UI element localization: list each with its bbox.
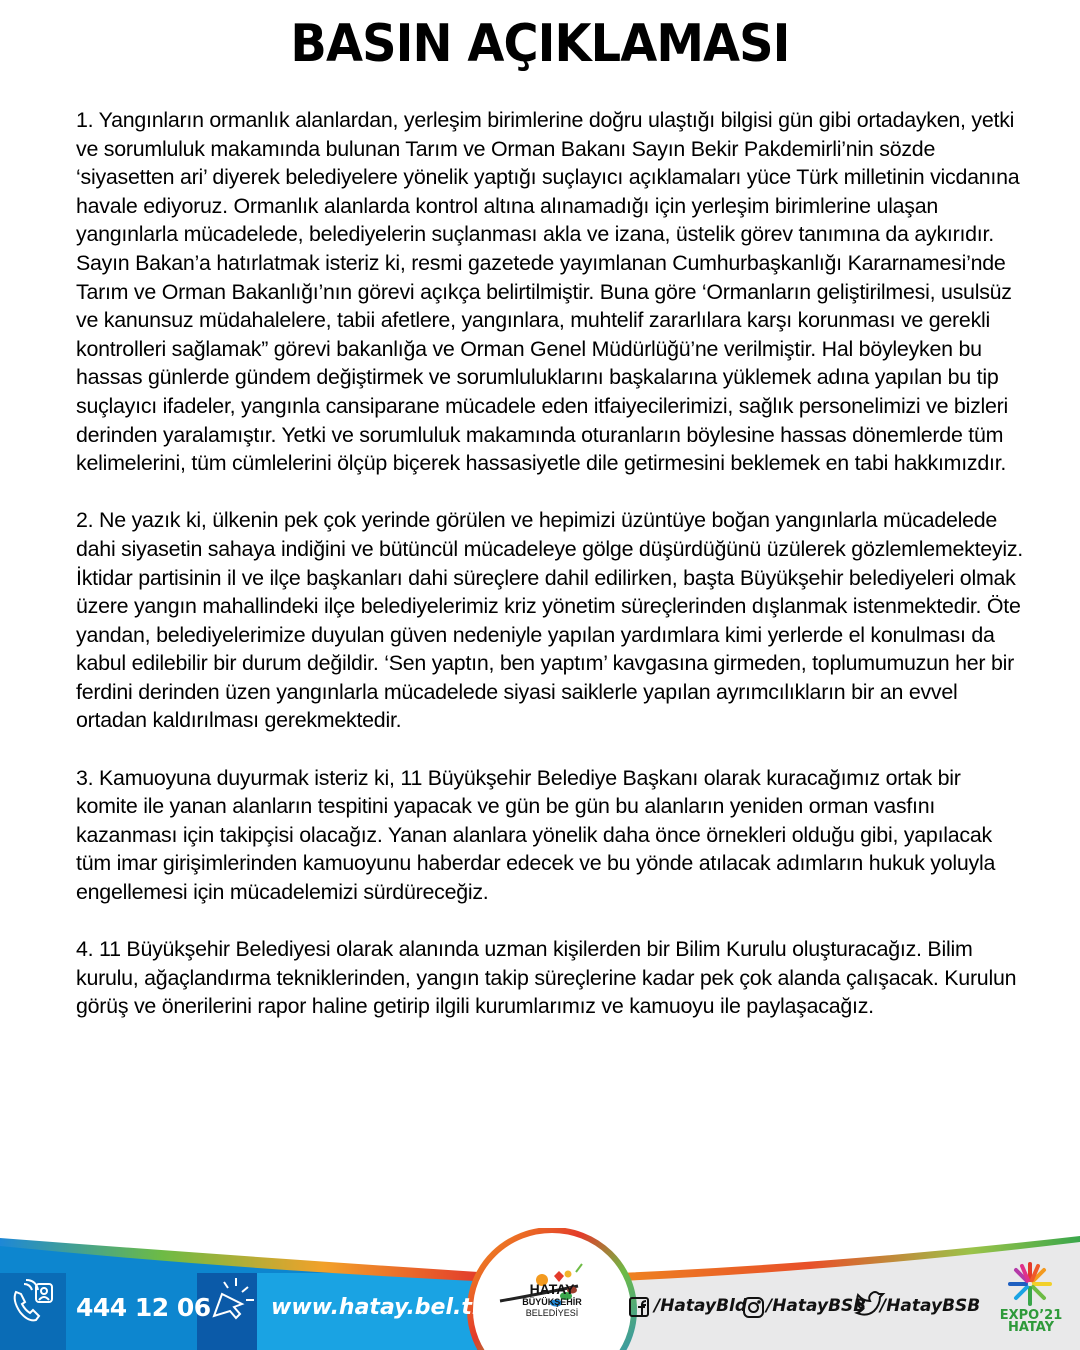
twitter-handle[interactable]: /HatayBSB xyxy=(880,1296,981,1316)
facebook-handle[interactable]: /HatayBld xyxy=(654,1296,748,1316)
instagram-handle[interactable]: /HatayBSB xyxy=(766,1296,867,1316)
expo-label: EXPO’21 xyxy=(999,1308,1063,1323)
logo-subtitle: BÜYÜKŞEHİR xyxy=(522,1297,582,1307)
paragraph-2: 2. Ne yazık ki, ülkenin pek çok yerinde görülen ve hepimizi üzüntüye boğan yangınlarla mücadelede dahi siyasetin sahaya indiğini ve bütüncül mücadeleye gölge düşürdüğünü üzülerek gözlemlemekteyiz. İktidar partisinin il ve ilçe başkanları dahi süreçlere dahil edilirken, başta Büyükşehir belediyeleri olmak üzere yangın mahallindeki ilçe belediyelerimiz kriz yönetim süreçlerinden dışlanmak istenmektedir. Öte yandan, belediyelerimize duyulan güven nedeniyle yapılan yardımlara kimi yerlerde el konulması da kabul edilebilir bir durum değildir. ‘Sen yaptın, ben yaptım’ kavgasına girmeden, toplumumuzun her bir ferdini derinden üzen yangınlarla mücadelede siyasi saiklerle yapılan ayrımcılıkların bir an evvel ortadan kaldırılması gerekmektedir. xyxy=(76,508,1023,733)
website-link[interactable]: www.hatay.bel.tr xyxy=(271,1295,483,1320)
logo-title: HATAY xyxy=(529,1281,575,1297)
logo-subtitle-2: BELEDİYESİ xyxy=(525,1308,579,1318)
page-title: BASIN AÇIKLAMASI xyxy=(290,14,790,74)
paragraph-4: 4. 11 Büyükşehir Belediyesi olarak alanında uzman kişilerden bir Bilim Kurulu oluşturacağız. Bilim kurulu, ağaçlandırma tekniklerinden, yangın takip süreçlerine kadar pek çok alanda çalışacak. Kurulun görüş ve önerilerini rapor haline getirip ilgili kurumlarımız ve kamuoyu ile paylaşacağız. xyxy=(76,937,1017,1019)
expo-city: HATAY xyxy=(1007,1320,1055,1335)
phone-number[interactable]: 444 12 06 xyxy=(76,1293,211,1322)
paragraph-1: 1. Yangınların ormanlık alanlardan, yerleşim birimlerine doğru ulaştığı bilgisi gün gibi ortadayken, yetki ve sorumluluk makamında bulunan Tarım ve Orman Bakanı Sayın Bekir Pakdemirli’nin sözde ‘siyasetten ari’ diyerek belediyelere yönelik yaptığı suçlayıcı açıklamaları yüce Türk milletinin vicdanına havale ediyoruz. Ormanlık alanlarda kontrol altına alınamadığı için yerleşim birimlerine ulaşan yangınlarla mücadelede, belediyelerin suçlanması akla ve izana, üstelik görev tanımına da aykırıdır. Sayın Bakan’a hatırlatmak isteriz ki, resmi gazetede yayımlanan Cumhurbaşkanlığı Kararnamesi’nde Tarım ve Orman Bakanlığı’nın görevi açıkça belirtilmiştir. Buna göre ‘Ormanların geliştirilmesi, usulsüz ve kanunsuz müdahalelere, tabii afetlere, yangınlara, muhtelif zararlılara karşı korunması ve gerekli kontrolleri sağlamak” görevi bakanlığa ve Orman Genel Müdürlüğü’ne verilmiştir. Hal böyleyken bu hassas günlerde gündem değiştirmek ve sorumluluklarını başkalarına yüklemek adına yapılan bu tip suçlayıcı ifadeler, yangınla cansiparane mücadele eden itfaiyecilerimizi, sağlık personelimizi ve bizleri derinden yaralamıştır. Yetki ve sorumluluk makamında oturanların böylesine hassas dönemlerde tüm kelimelerini, tüm cümlelerini ölçüp biçerek hassasiyetle dile getirmesini beklemek en tabi hakkımızdır. xyxy=(76,108,1020,476)
press-release-body xyxy=(76,106,1026,1050)
phone-icon-block xyxy=(0,1273,66,1350)
paragraph-3: 3. Kamuoyuna duyurmak isteriz ki, 11 Büyükşehir Belediye Başkanı olarak kuracağımız ortak bir komite ile yanan alanların tespitini yapacak ve gün be gün bu alanların yeniden orman vasfını kazanması için takipçisi olacağız. Yanan alanlara yönelik daha önce örnekleri olduğu gibi, yapılacak tüm imar girişimlerinden kamuoyunu haberdar edecek ve bu yönde atılacak adımların hukuk yoluyla engellemesi için mücadelemizi sürdüreceğiz. xyxy=(76,765,996,905)
